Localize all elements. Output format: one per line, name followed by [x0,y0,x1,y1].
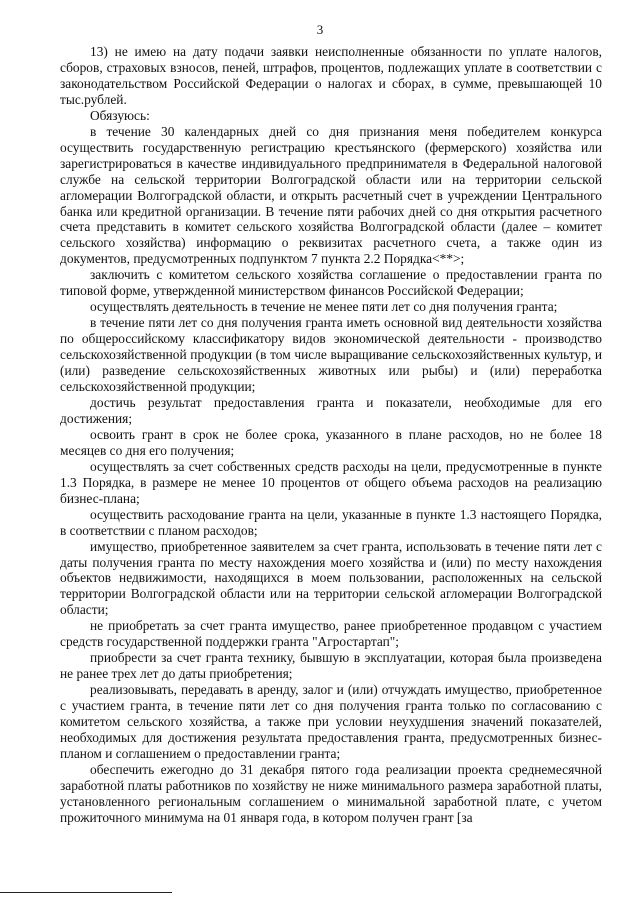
page-number: 3 [316,22,324,37]
paragraph-property-use: имущество, приобретенное заявителем за счет гранта, использовать в течение пяти лет с даты получения гранта по месту нахождения моего хозяйства и (или) по месту нахождения объектов недвижимости, находящихся в моем пользовании, расположенных на сельской территории Волгоградской области или на территории сельской агломерации Волгоградской области; [60,538,602,618]
paragraph-main-activity: в течение пяти лет со дня получения гранта иметь основной вид деятельности хозяйства по общероссийскому классификатору видов экономической деятельности - производство сельскохозяйственной продукции (в том числе выращивание сельскохозяйственных культур, и (или) разведение сельскохозяйственных животных или рыбы) и (или) переработка сельскохозяйственной продукции; [60,315,602,395]
paragraph-registration: в течение 30 календарных дней со дня признания меня победителем конкурса осуществить государственную регистрацию крестьянского (фермерского) хозяйства или зарегистрироваться в качестве индивидуального предпринимателя в Федеральной налоговой службе на сельской территории Волгоградской области или на территории сельской агломерации Волгоградской области, и открыть расчетный счет в учреждении Центрального банка или кредитной организации. В течение пяти рабочих дней со дня открытия расчетного счета представить в комитет сельского хозяйства Волгоградской области (далее – комитет сельского хозяйства) информацию о реквизитах расчетного счета, а также один из документов, предусмотренных подпунктом 7 пункта 2.2 Порядка<**>; [60,123,602,267]
paragraph-no-prior-property: не приобретать за счет гранта имущество, ранее приобретенное продавцом с участием средств государственной поддержки гранта "Агростартап"; [60,618,602,650]
paragraph-activity-term: осуществлять деятельность в течение не менее пяти лет со дня получения гранта; [90,299,558,315]
paragraph-item-13: 13) не имею на дату подачи заявки неисполненные обязанности по уплате налогов, сборов, страховых взносов, пеней, штрафов, процентов, подлежащих уплате в соответствии с законодательством Российской Федерации о налогах и сборах, в сумме, превышающей 10 тыс.рублей. [60,44,602,107]
footnote-divider [0,892,172,893]
paragraph-disposal: реализовывать, передавать в аренду, залог и (или) отчуждать имущество, приобретенное с участием гранта, в течение пяти лет со дня получения гранта только по согласованию с комитетом сельского хозяйства, а также при условии неухудшения значений показателей, необходимых для достижения результата предоставления гранта, предусмотренных бизнес-планом и соглашением о предоставлении гранта; [60,682,602,761]
paragraph-obligations-heading: Обязуюсь: [90,107,150,123]
paragraph-own-funds: осуществлять за счет собственных средств расходы на цели, предусмотренные в пункте 1.3 Порядка, в размере не менее 10 процентов от общего объема расходов на реализацию бизнес-плана; [60,458,602,506]
paragraph-spending: осуществить расходование гранта на цели, указанные в пункте 1.3 настоящего Порядка, в соответствии с планом расходов; [60,506,602,538]
paragraph-used-equipment: приобрести за счет гранта технику, бывшую в эксплуатации, которая была произведена не ранее трех лет до даты приобретения; [60,650,602,682]
paragraph-agreement: заключить с комитетом сельского хозяйства соглашение о предоставлении гранта по типовой форме, утвержденной министерством финансов Российской Федерации; [60,267,602,299]
document-body [60,44,602,826]
paragraph-result: достичь результат предоставления гранта и показатели, необходимые для его достижения; [60,394,602,426]
paragraph-wages: обеспечить ежегодно до 31 декабря пятого года реализации проекта среднемесячной заработной платы работников по хозяйству не ниже минимального размера заработной платы, установленного региональным соглашением о минимальной заработной плате, с учетом прожиточного минимума на 01 января года, в котором получен грант [за [60,761,602,825]
paragraph-grant-term: освоить грант в срок не более срока, указанного в плане расходов, но не более 18 месяцев со дня его получения; [60,426,602,458]
